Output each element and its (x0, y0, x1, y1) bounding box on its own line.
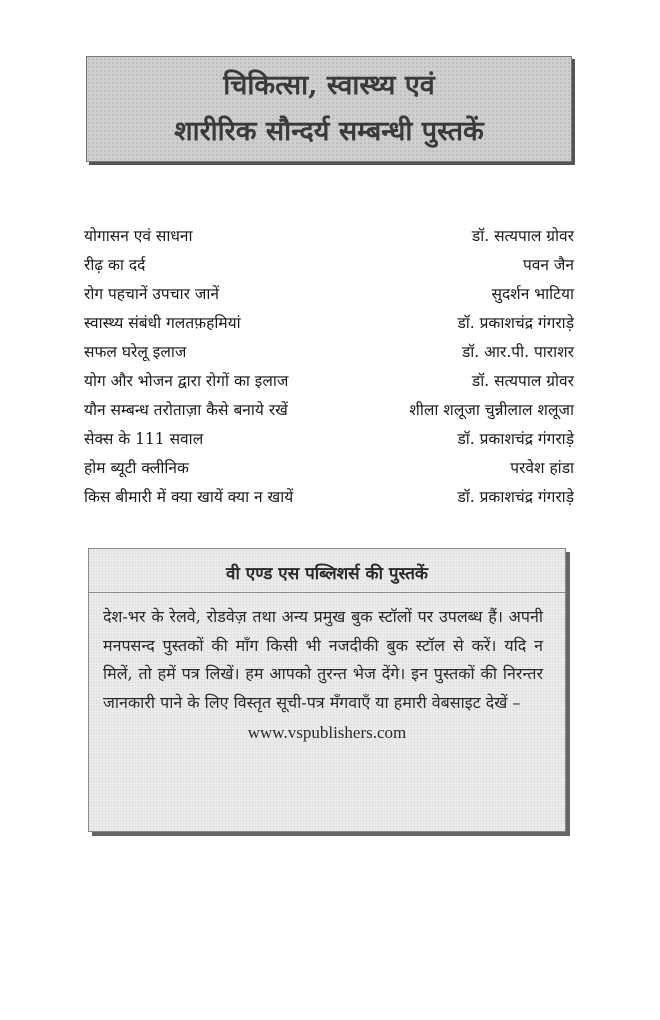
book-row (84, 311, 574, 340)
book-row (84, 456, 574, 485)
book-row (84, 485, 574, 514)
publisher-body-text: देश-भर के रेलवे, रोडवेज़ तथा अन्य प्रमुख बुक स्टॉलों पर उपलब्ध हैं। अपनी मनपसन्द पुस्तकों की माँग किसी भी नजदीकी बुक स्टॉल से करें। यदि न मिलें, तो हमें पत्र लिखें। हम आपको तुरन्त भेज देंगे। इन पुस्तकों की निरन्तर जानकारी पाने के लिए विस्तृत सूची-पत्र मँगवाएँ या हमारी वेबसाइट देखें – (103, 607, 543, 712)
book-author: परवेश हांडा (510, 459, 574, 477)
divider (89, 592, 565, 593)
book-row (84, 398, 574, 427)
book-row (84, 427, 574, 456)
book-title: यौन सम्बन्ध तरोताज़ा कैसे बनाये रखें (84, 401, 288, 419)
book-row (84, 253, 574, 282)
book-author: डॉ. प्रकाशचंद्र गंगराड़े (457, 430, 574, 448)
book-author: डॉ. प्रकाशचंद्र गंगराड़े (457, 314, 574, 332)
banner-title-line-2: शारीरिक सौन्दर्य सम्बन्धी पुस्तकें (174, 116, 484, 147)
banner-title-line-1: चिकित्सा, स्वास्थ्य एवं (223, 70, 435, 101)
book-title: किस बीमारी में क्या खायें क्या न खायें (84, 488, 294, 506)
publisher-heading: वी एण्ड एस पब्लिशर्स की पुस्तकें (226, 564, 428, 584)
book-author: डॉ. आर.पी. पाराशर (462, 343, 574, 361)
book-author: शीला शलूजा चुन्नीलाल शलूजा (409, 401, 574, 419)
book-author: सुदर्शन भाटिया (491, 285, 574, 303)
book-title: योग और भोजन द्वारा रोगों का इलाज (84, 372, 289, 390)
book-title: स्वास्थ्य संबंधी गलतफ़हमियां (84, 314, 241, 332)
section-banner (86, 56, 572, 162)
book-title: योगासन एवं साधना (84, 227, 193, 245)
publisher-info-box (88, 548, 566, 832)
book-title: होम ब्यूटी क्लीनिक (84, 459, 189, 477)
book-author: डॉ. सत्यपाल ग्रोवर (471, 227, 574, 245)
book-row (84, 224, 574, 253)
book-author: पवन जैन (522, 256, 574, 274)
book-row (84, 340, 574, 369)
book-list (84, 224, 574, 514)
book-title: रीढ़ का दर्द (84, 256, 146, 274)
book-row (84, 282, 574, 311)
book-title: सेक्स के 111 सवाल (84, 430, 204, 448)
book-author: डॉ. सत्यपाल ग्रोवर (471, 372, 574, 390)
book-title: रोग पहचानें उपचार जानें (84, 285, 219, 303)
website-url: www.vspublishers.com (247, 723, 407, 742)
book-title: सफल घरेलू इलाज (84, 343, 187, 361)
book-author: डॉ. प्रकाशचंद्र गंगराड़े (457, 488, 574, 506)
book-row (84, 369, 574, 398)
